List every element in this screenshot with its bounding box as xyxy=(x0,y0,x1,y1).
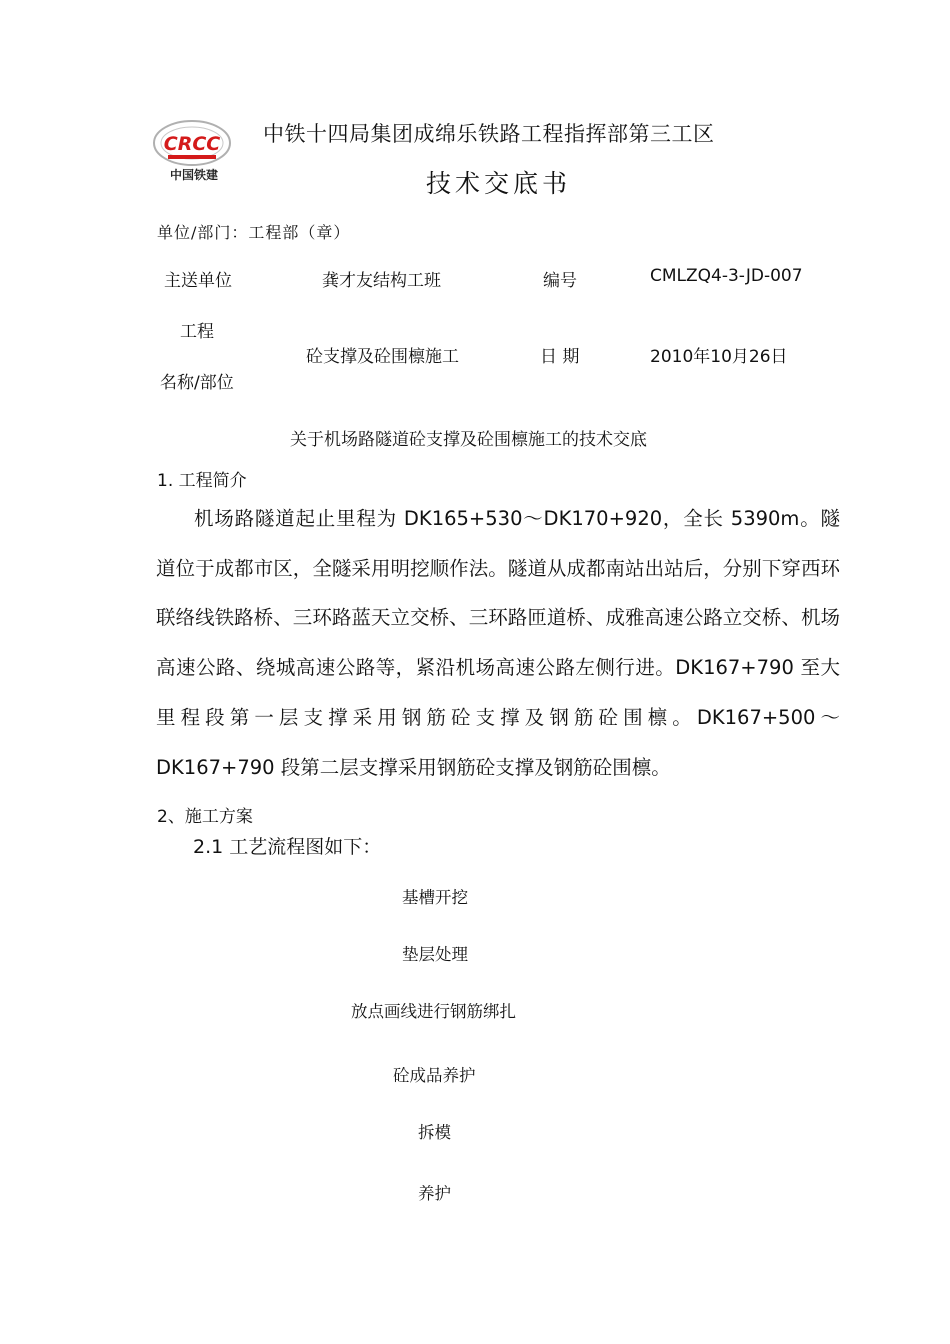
org-title: 中铁十四局集团成绵乐铁路工程指挥部第三工区 xyxy=(263,122,715,146)
svg-text:中国铁建: 中国铁建 xyxy=(169,168,219,182)
flow-step: 拆模 xyxy=(418,1123,451,1142)
flow-step: 垫层处理 xyxy=(402,945,468,964)
heading-intro: 1. 工程简介 xyxy=(157,471,247,491)
flow-step: 养护 xyxy=(418,1184,451,1203)
heading-plan: 2、施工方案 xyxy=(157,807,253,827)
heading-flow: 2.1 工艺流程图如下： xyxy=(193,836,382,858)
unit-line: 单位/部门：工程部（章） xyxy=(157,223,351,242)
flow-step: 砼成品养护 xyxy=(393,1066,476,1085)
project-value: 砼支撑及砼围檩施工 xyxy=(306,347,459,367)
sender-label: 主送单位 xyxy=(164,271,232,291)
project-label-line2: 名称/部位 xyxy=(160,373,234,393)
svg-text:CRCC: CRCC xyxy=(163,133,221,155)
date-label: 日 期 xyxy=(540,347,580,367)
number-label: 编号 xyxy=(543,271,577,291)
date-value: 2010年10月26日 xyxy=(650,347,788,367)
project-label-line1: 工程 xyxy=(180,322,214,342)
intro-paragraph: 机场路隧道起止里程为 DK165+530～DK170+920，全长 5390m。隧道位于成都市区，全隧采用明挖顺作法。隧道从成都南站出站后，分别下穿西环联络线铁路桥、三环路蓝天立交桥、三环路匝道桥、成雅高速公路立交桥、机场高速公路、绕城高速公路等，紧沿机场高速公路左侧行进。DK167+790 至大里程段第一层支撑采用钢筋砼支撑及钢筋砼围檩。DK167+500～DK167+790 段第二层支撑采用钢筋砼支撑及钢筋砼围檩。 xyxy=(156,507,840,779)
flow-step: 基槽开挖 xyxy=(402,888,468,907)
section-title: 关于机场路隧道砼支撑及砼围檩施工的技术交底 xyxy=(290,430,647,450)
sender-value: 龚才友结构工班 xyxy=(322,271,441,291)
crcc-logo xyxy=(150,113,238,185)
doc-title: 技术交底书 xyxy=(426,169,572,198)
number-value: CMLZQ4-3-JD-007 xyxy=(650,266,803,286)
flow-step: 放点画线进行钢筋绑扎 xyxy=(351,1002,516,1021)
